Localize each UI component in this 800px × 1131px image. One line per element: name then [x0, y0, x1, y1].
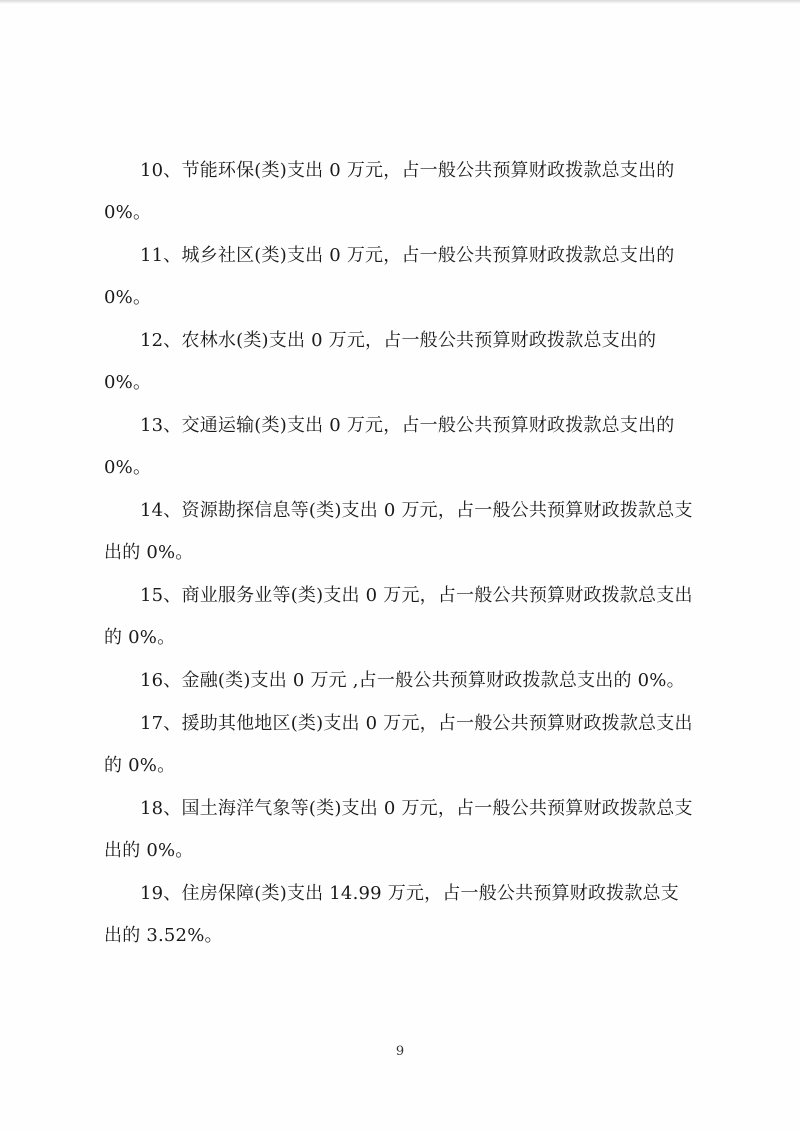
document-body — [104, 150, 696, 958]
paragraph-item-17: 17、援助其他地区(类)支出 0 万元，占一般公共预算财政拨款总支出的 0%。 — [104, 713, 693, 776]
paragraph-item-15: 15、商业服务业等(类)支出 0 万元，占一般公共预算财政拨款总支出的 0%。 — [104, 585, 693, 648]
scan-top-edge — [0, 0, 800, 4]
paragraph-item-11: 11、城乡社区(类)支出 0 万元，占一般公共预算财政拨款总支出的 0%。 — [104, 245, 675, 308]
paragraph-item-16: 16、金融(类)支出 0 万元 ,占一般公共预算财政拨款总支出的 0%。 — [140, 670, 685, 691]
paragraph-item-12: 12、农林水(类)支出 0 万元，占一般公共预算财政拨款总支出的 0%。 — [104, 330, 657, 393]
paragraph-item-10: 10、节能环保(类)支出 0 万元，占一般公共预算财政拨款总支出的 0%。 — [104, 160, 675, 223]
paragraph-item-13: 13、交通运输(类)支出 0 万元，占一般公共预算财政拨款总支出的 0%。 — [104, 415, 675, 478]
paragraph-item-19: 19、住房保障(类)支出 14.99 万元，占一般公共预算财政拨款总支出的 3.52%。 — [104, 883, 679, 946]
page-number: 9 — [395, 1044, 405, 1059]
paragraph-item-14: 14、资源勘探信息等(类)支出 0 万元，占一般公共预算财政拨款总支出的 0%。 — [104, 500, 693, 563]
paragraph-item-18: 18、国土海洋气象等(类)支出 0 万元，占一般公共预算财政拨款总支出的 0%。 — [104, 798, 693, 861]
